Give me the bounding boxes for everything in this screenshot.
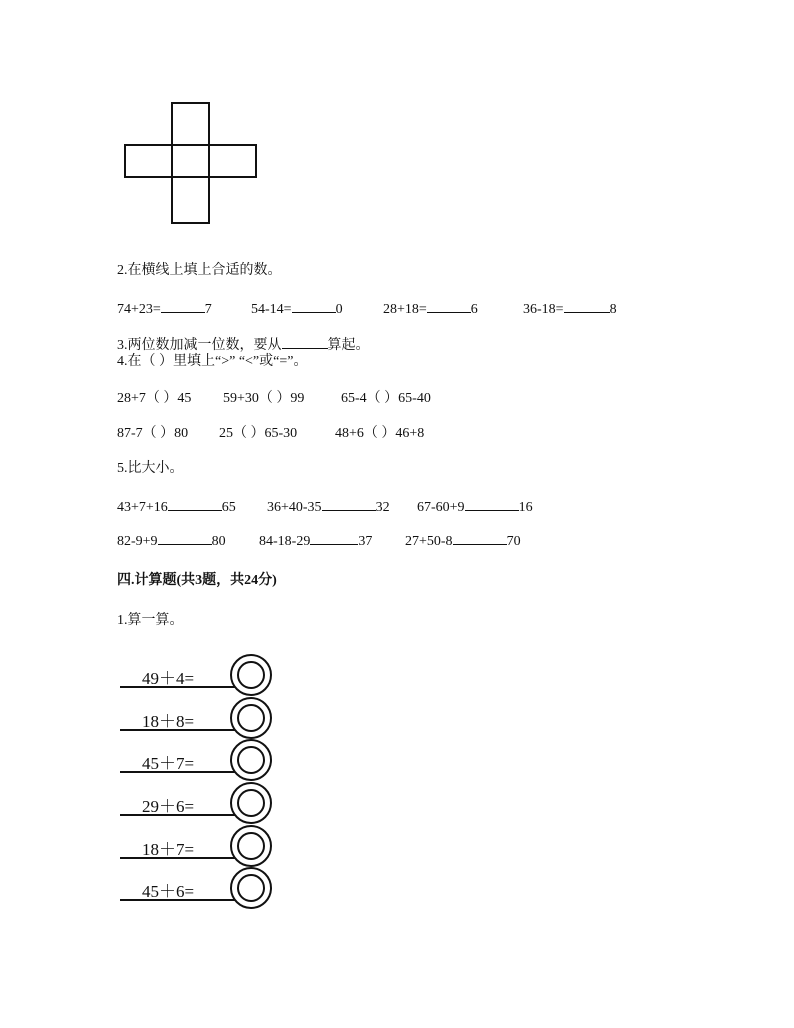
- calc-expression: 45＋7=: [142, 754, 195, 773]
- answer-circle-inner: [237, 832, 265, 860]
- answer-blank[interactable]: [427, 298, 471, 313]
- compare-paren[interactable]: （ ）: [233, 426, 265, 441]
- answer-line[interactable]: [120, 899, 235, 901]
- answer-circle[interactable]: [230, 654, 272, 696]
- q2-item: 36-18= 8: [523, 298, 617, 319]
- q5-row-2: [117, 530, 521, 551]
- q2-title: 2.在横线上填上合适的数。: [117, 263, 282, 278]
- answer-blank[interactable]: [310, 530, 358, 545]
- answer-circle[interactable]: [230, 825, 272, 867]
- answer-blank[interactable]: [292, 298, 336, 313]
- cross-top-square: [171, 102, 210, 146]
- q2-items-row: [117, 298, 617, 319]
- answer-blank[interactable]: [465, 496, 519, 511]
- answer-line[interactable]: [120, 857, 235, 859]
- calc-expression: 18＋8=: [142, 712, 195, 731]
- compare-paren[interactable]: （ ）: [258, 391, 291, 406]
- compare-item: 43+7+16 65: [117, 496, 267, 517]
- q4-title: 4.在（ ）里填上“>” “<”或“=”。: [117, 354, 308, 369]
- calc-expression: 49＋4=: [142, 669, 195, 688]
- compare-paren[interactable]: （ ）: [145, 391, 178, 406]
- section-heading: 四.计算题(共3题，共24分): [117, 573, 277, 588]
- cross-bottom-square: [171, 176, 210, 224]
- answer-circle[interactable]: [230, 867, 272, 909]
- q4-row-2: [117, 425, 424, 443]
- answer-blank[interactable]: [282, 334, 328, 349]
- answer-line[interactable]: [120, 814, 235, 816]
- q3-line: 3.两位数加减一位数，要从 算起。: [117, 334, 370, 355]
- answer-blank[interactable]: [453, 530, 507, 545]
- q5-row-1: [117, 496, 533, 517]
- compare-item: 65-4（ ）65-40: [341, 391, 431, 406]
- compare-item: 36+40-35 32: [267, 496, 417, 517]
- answer-circle-inner: [237, 746, 265, 774]
- q5-title: 5.比大小。: [117, 461, 184, 476]
- answer-circle[interactable]: [230, 782, 272, 824]
- compare-paren[interactable]: （ ）: [366, 391, 399, 406]
- answer-line[interactable]: [120, 686, 235, 688]
- q4-row-1: [117, 390, 431, 408]
- compare-item: 82-9+9 80: [117, 530, 259, 551]
- calc-expression: 18＋7=: [142, 840, 195, 859]
- compare-item: 25（ ）65-30: [219, 426, 298, 441]
- answer-blank[interactable]: [158, 530, 212, 545]
- calc-title: 1.算一算。: [117, 613, 184, 628]
- cross-center-square: [171, 144, 210, 178]
- answer-circle-inner: [237, 789, 265, 817]
- compare-item: 84-18-29 37: [259, 530, 405, 551]
- compare-item: 87-7（ ）80: [117, 426, 189, 441]
- compare-item: 67-60+9 16: [417, 496, 533, 517]
- answer-line[interactable]: [120, 729, 235, 731]
- compare-paren[interactable]: （ ）: [142, 426, 175, 441]
- q2-item: 54-14= 0: [251, 298, 383, 319]
- compare-item: 28+7（ ）45: [117, 391, 192, 406]
- calc-expression: 45＋6=: [142, 882, 195, 901]
- answer-circle[interactable]: [230, 697, 272, 739]
- calc-expression: 29＋6=: [142, 797, 195, 816]
- answer-circle-inner: [237, 661, 265, 689]
- q2-item: 74+23= 7: [117, 298, 251, 319]
- answer-blank[interactable]: [322, 496, 376, 511]
- answer-circle-inner: [237, 874, 265, 902]
- compare-item: 59+30（ ）99: [223, 391, 305, 406]
- answer-circle-inner: [237, 704, 265, 732]
- compare-item: 48+6（ ）46+8: [335, 426, 425, 441]
- answer-circle[interactable]: [230, 739, 272, 781]
- compare-item: 27+50-8 70: [405, 530, 521, 551]
- cross-left-square: [124, 144, 173, 178]
- compare-paren[interactable]: （ ）: [363, 426, 396, 441]
- q2-item: 28+18= 6: [383, 298, 523, 319]
- answer-blank[interactable]: [564, 298, 610, 313]
- answer-blank[interactable]: [161, 298, 205, 313]
- answer-line[interactable]: [120, 771, 235, 773]
- cross-right-square: [208, 144, 257, 178]
- answer-blank[interactable]: [168, 496, 222, 511]
